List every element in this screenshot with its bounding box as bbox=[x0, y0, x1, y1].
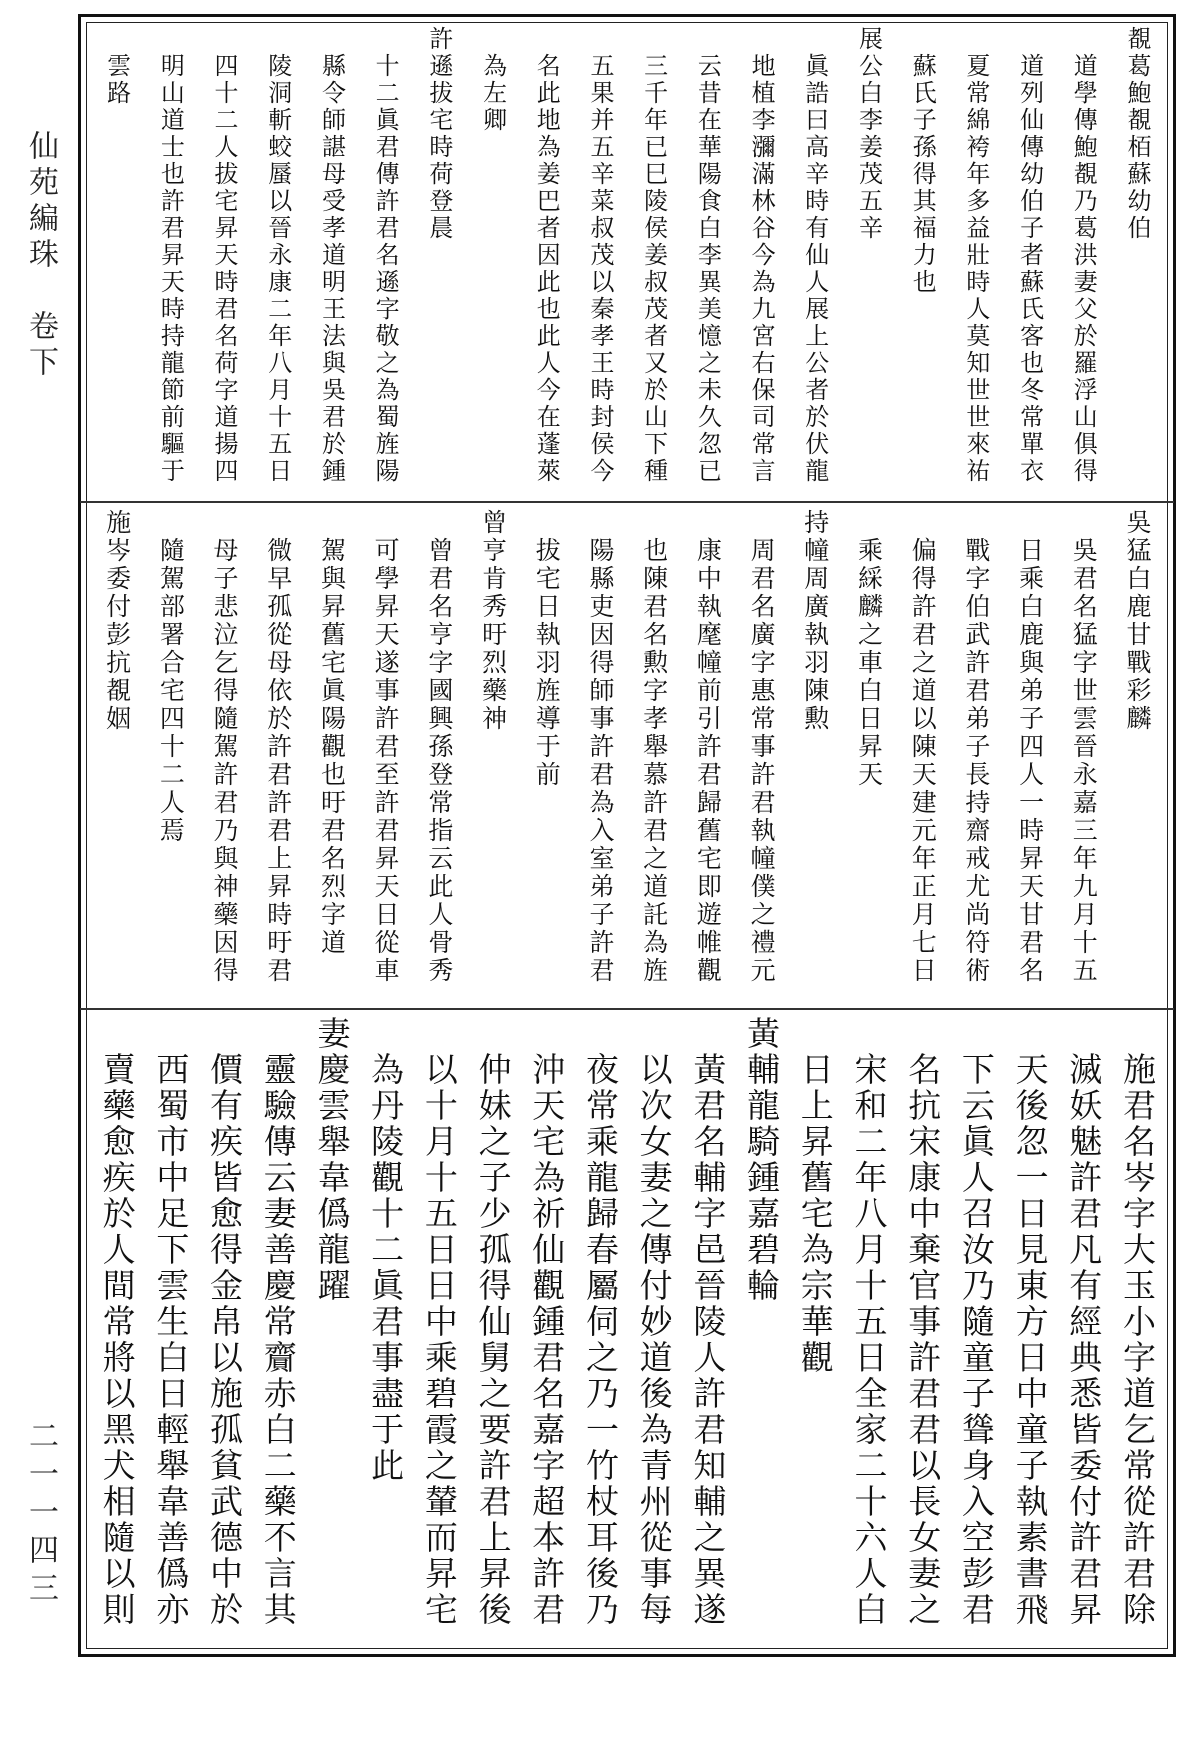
text-column: 價有疾皆愈得金帛以施孤貧武德中於 bbox=[205, 1052, 245, 1628]
text-column: 道學傳鮑覩乃葛洪妻父於羅浮山俱得 bbox=[1069, 53, 1098, 485]
text-column: 日乘白鹿與弟子四人一時昇天甘君名 bbox=[1015, 537, 1045, 985]
section-heading: 覩葛鮑覩栢蘇幼伯 bbox=[1123, 26, 1151, 242]
text-column: 靈驗傳云妻善慶常齎赤白二藥不言其 bbox=[258, 1052, 298, 1628]
column-group bbox=[90, 1016, 1164, 1646]
book-title: 仙苑編珠 卷下 bbox=[23, 130, 58, 382]
text-column: 母子悲泣乞得隨駕許君乃與神藥因得 bbox=[210, 537, 240, 985]
page-number: 二一一四三 bbox=[23, 1420, 58, 1610]
text-column: 為左卿 bbox=[478, 53, 507, 134]
text-column: 明山道士也許君昇天時持龍節前驅于 bbox=[156, 53, 185, 485]
text-column: 陽縣吏因得師事許君為入室弟子許君 bbox=[585, 537, 615, 985]
text-column: 可學昇天遂事許君至許君昇天日從車 bbox=[371, 537, 401, 985]
text-column: 微早孤從母依於許君許君上昇時旴君 bbox=[263, 537, 293, 985]
text-column: 五果并五辛菜叔茂以秦孝王時封侯今 bbox=[585, 53, 614, 485]
text-column: 眞誥曰高辛時有仙人展上公者於伏龍 bbox=[800, 53, 829, 485]
section-heading: 妻慶雲舉韋僞龍躍 bbox=[312, 1016, 352, 1304]
text-column: 周君名廣字惠常事許君執幢僕之禮元 bbox=[747, 537, 777, 985]
text-column: 四十二人拔宅昇天時君名荷字道揚四 bbox=[210, 53, 239, 485]
text-column: 也陳君名勲字孝舉慕許君之道託為旌 bbox=[639, 537, 669, 985]
section-heading: 施岑委付彭抗覩姻 bbox=[102, 509, 132, 733]
text-panel-top bbox=[80, 20, 1174, 503]
section-heading: 許遜拔宅時荷登晨 bbox=[424, 26, 453, 242]
section-heading: 展公白李姜茂五辛 bbox=[854, 26, 883, 242]
text-panel-middle bbox=[80, 503, 1174, 1010]
section-heading: 曾亨肯秀旴烈藥神 bbox=[478, 509, 508, 733]
text-column: 三千年已巳陵侯姜叔茂者又於山下種 bbox=[639, 53, 668, 485]
text-column: 戰字伯武許君弟子長持齋戒尤尚符術 bbox=[961, 537, 991, 985]
text-column: 以次女妻之傳付妙道後為青州從事每 bbox=[634, 1052, 674, 1628]
text-column: 道列仙傳幼伯子者蘇氏客也冬常單衣 bbox=[1015, 53, 1044, 485]
text-column: 十二眞君傳許君名遜字敬之為蜀旌陽 bbox=[371, 53, 400, 485]
text-column: 雲路 bbox=[102, 53, 131, 107]
text-column: 宋和二年八月十五日全家二十六人白 bbox=[849, 1052, 889, 1628]
text-column: 駕與昇舊宅眞陽觀也旴君名烈字道 bbox=[317, 537, 347, 957]
text-column: 下云眞人召汝乃隨童子聳身入空彭君 bbox=[956, 1052, 996, 1628]
text-panel-bottom bbox=[80, 1010, 1174, 1652]
text-column: 以十月十五日日中乘碧霞之輦而昇宅 bbox=[419, 1052, 459, 1628]
text-column: 曾君名亨字國興孫登常指云此人骨秀 bbox=[424, 537, 454, 985]
text-column: 乘綵麟之車白日昇天 bbox=[854, 537, 884, 789]
text-column: 仲妹之子少孤得仙舅之要許君上昇後 bbox=[473, 1052, 513, 1628]
text-column: 云昔在華陽食白李異美憶之未久忽已 bbox=[693, 53, 722, 485]
text-column: 名抗宋康中棄官事許君君以長女妻之 bbox=[903, 1052, 943, 1628]
text-column: 黃君名輔字邑晉陵人許君知輔之異遂 bbox=[688, 1052, 728, 1628]
text-column: 滅妖魅許君凡有經典悉皆委付許君昇 bbox=[1064, 1052, 1104, 1628]
text-column: 縣令師諶母受孝道明王法與吳君於鍾 bbox=[317, 53, 346, 485]
section-heading: 黃輔龍騎鍾嘉碧輪 bbox=[742, 1016, 782, 1304]
section-heading: 持幢周廣執羽陳勲 bbox=[800, 509, 830, 733]
column-group bbox=[90, 26, 1164, 495]
text-column: 天後忽一日見東方日中童子執素書飛 bbox=[1010, 1052, 1050, 1628]
text-column: 為丹陵觀十二眞君事盡于此 bbox=[366, 1052, 406, 1484]
text-column: 地植李瀰滿林谷今為九宮右保司常言 bbox=[747, 53, 776, 485]
text-column: 夜常乘龍歸春屬伺之乃一竹杖耳後乃 bbox=[580, 1052, 620, 1628]
text-column: 夏常綿袴年多益壯時人莫知世世來祐 bbox=[961, 53, 990, 485]
text-column: 康中執麾幢前引許君歸舊宅即遊帷觀 bbox=[693, 537, 723, 985]
text-column: 賣藥愈疾於人間常將以黑犬相隨以則 bbox=[97, 1052, 137, 1628]
text-column: 名此地為姜巴者因此也此人今在蓬萊 bbox=[532, 53, 561, 485]
text-column: 陵洞斬蛟蜃以晉永康二年八月十五日 bbox=[263, 53, 292, 485]
text-column: 蘇氏子孫得其福力也 bbox=[908, 53, 937, 296]
text-column: 沖天宅為祈仙觀鍾君名嘉字超本許君 bbox=[527, 1052, 567, 1628]
section-heading: 吳猛白鹿甘戰彩麟 bbox=[1123, 509, 1152, 733]
text-column: 隨駕部署合宅四十二人焉 bbox=[156, 537, 186, 845]
text-column: 拔宅日執羽旌導于前 bbox=[532, 537, 562, 789]
text-column: 西蜀市中足下雲生白日輕舉韋善僞亦 bbox=[151, 1052, 191, 1628]
column-group bbox=[90, 509, 1164, 1002]
text-column: 吳君名猛字世雲晉永嘉三年九月十五 bbox=[1069, 537, 1099, 985]
text-column: 日上昇舊宅為宗華觀 bbox=[795, 1052, 835, 1376]
text-column: 施君名岑字大玉小字道乞常從許君除 bbox=[1118, 1052, 1157, 1628]
text-column: 偏得許君之道以陳天建元年正月七日 bbox=[908, 537, 938, 985]
